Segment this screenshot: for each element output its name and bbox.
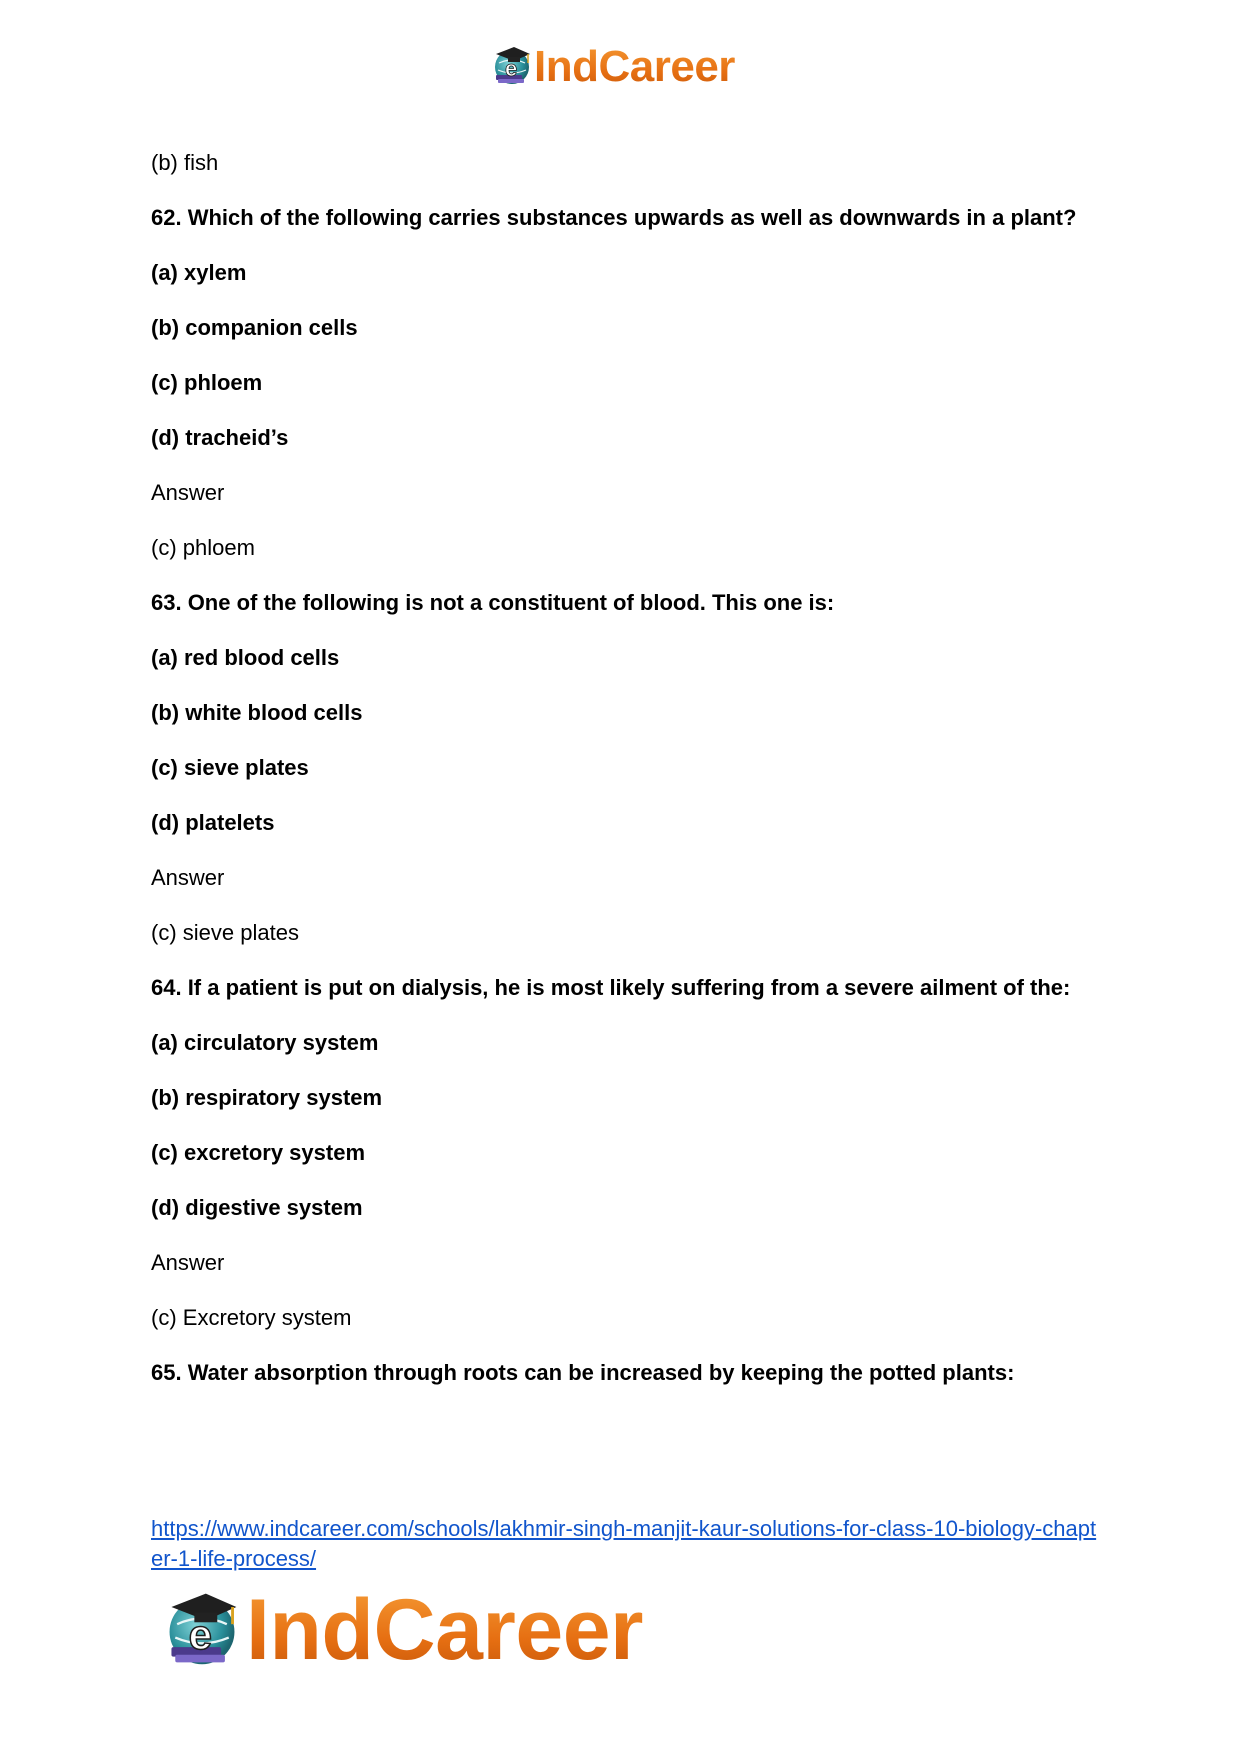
option-line: (c) excretory system <box>151 1140 366 1165</box>
option-line: (a) circulatory system <box>151 1030 379 1055</box>
document-content <box>151 148 1101 1413</box>
question-65: 65. Water absorption through roots can be increased by keeping the potted plants: <box>151 1360 1015 1385</box>
option-line: (a) xylem <box>151 260 247 285</box>
question-62: 62. Which of the following carries substances upwards as well as downwards in a plant? <box>151 205 1077 230</box>
answer-label: Answer <box>151 480 225 505</box>
svg-text:e: e <box>505 55 518 81</box>
option-line: (b) respiratory system <box>151 1085 383 1110</box>
option-line: (b) white blood cells <box>151 700 363 725</box>
question-63: 63. One of the following is not a constituent of blood. This one is: <box>151 590 835 615</box>
header-logo <box>490 42 735 92</box>
answer-value: (c) phloem <box>151 535 255 560</box>
header-logo-text: IndCareer <box>534 42 735 91</box>
option-line: (a) red blood cells <box>151 645 340 670</box>
answer-label: Answer <box>151 1250 225 1275</box>
logo-mark-icon <box>160 1586 244 1675</box>
source-link[interactable]: https://www.indcareer.com/schools/lakhmir-singh-manjit-kaur-solutions-for-class-10-biology-chapter-1-life-process/ <box>151 1516 1097 1571</box>
option-line: (d) tracheid’s <box>151 425 289 450</box>
question-64: 64. If a patient is put on dialysis, he is most likely suffering from a severe ailment of the: <box>151 975 1071 1000</box>
option-line: (c) phloem <box>151 370 263 395</box>
text-line: (b) fish <box>151 150 219 175</box>
answer-value: (c) sieve plates <box>151 920 299 945</box>
logo-mark-icon <box>490 43 534 92</box>
option-line: (b) companion cells <box>151 315 358 340</box>
answer-value: (c) Excretory system <box>151 1305 352 1330</box>
answer-label: Answer <box>151 865 225 890</box>
footer-logo <box>160 1582 643 1678</box>
option-line: (d) digestive system <box>151 1195 363 1220</box>
option-line: (d) platelets <box>151 810 275 835</box>
option-line: (c) sieve plates <box>151 755 309 780</box>
svg-text:e: e <box>188 1610 212 1658</box>
footer-logo-text: IndCareer <box>246 1582 643 1678</box>
